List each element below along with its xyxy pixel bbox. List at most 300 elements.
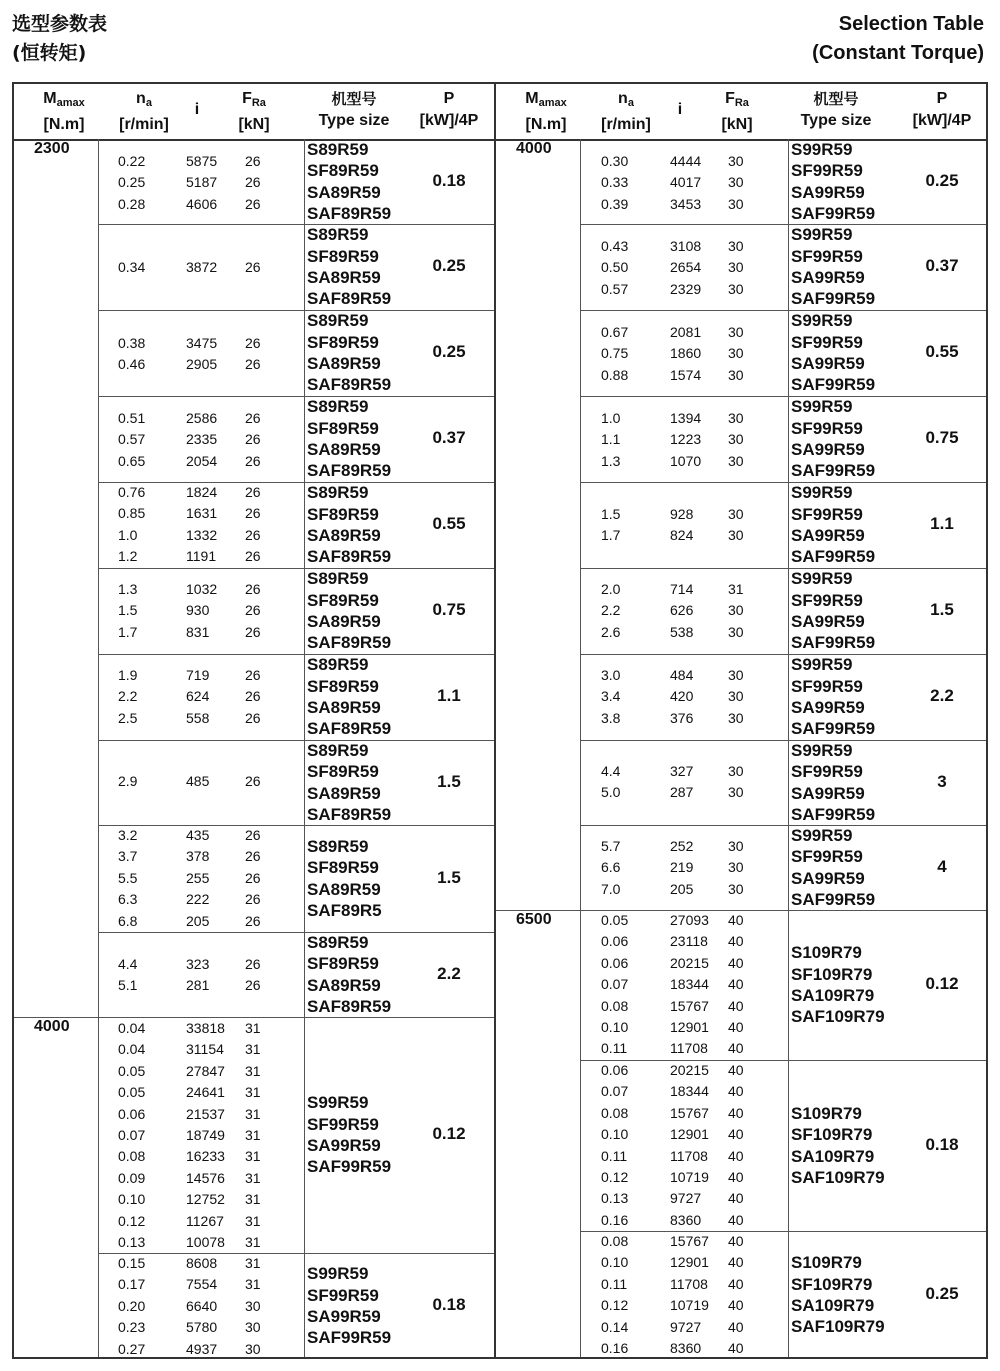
header-m-text: M xyxy=(43,90,57,107)
header-n-text: n xyxy=(136,90,146,107)
speed-value: 5.5 xyxy=(118,869,138,886)
type-size: SA89R59 xyxy=(307,783,381,803)
speed-value: 0.08 xyxy=(601,1233,629,1249)
header-p-text: P xyxy=(936,90,948,107)
type-size: SF89R59 xyxy=(307,418,379,438)
ratio-value: 12901 xyxy=(670,1254,709,1271)
ratio-value: 33818 xyxy=(186,1020,225,1036)
header-m-text: [N.m] xyxy=(43,116,85,133)
radial-load-value: 40 xyxy=(728,1211,744,1228)
header-n-text: [r/min] xyxy=(119,116,169,133)
radial-load-value: 30 xyxy=(728,602,744,619)
speed-value: 0.07 xyxy=(118,1127,146,1143)
radial-load-value: 26 xyxy=(245,431,261,448)
power-value: 0.37 xyxy=(925,256,959,275)
speed-value: 0.04 xyxy=(118,1020,146,1036)
type-size: S99R59 xyxy=(791,225,853,245)
speed-value: 4.4 xyxy=(118,956,138,972)
power-value: 1.1 xyxy=(437,686,461,705)
type-size: SA99R59 xyxy=(791,698,865,717)
speed-value: 0.14 xyxy=(601,1318,629,1335)
group-divider xyxy=(580,825,986,826)
speed-value: 1.5 xyxy=(118,602,138,619)
type-size: SF89R59 xyxy=(307,676,379,696)
speed-value: 0.43 xyxy=(601,238,629,254)
group-divider xyxy=(580,910,986,911)
speed-value: 0.09 xyxy=(118,1169,146,1186)
radial-load-value: 26 xyxy=(245,410,261,426)
header-p-text: P xyxy=(443,90,455,107)
power-value: 0.12 xyxy=(432,1124,466,1143)
header-p-line1 xyxy=(404,88,494,110)
ratio-value: 205 xyxy=(186,912,210,929)
radial-load-value: 30 xyxy=(728,763,744,779)
radial-load-value: 31 xyxy=(245,1041,261,1058)
radial-load-value: 40 xyxy=(728,1062,744,1078)
type-size: S89R59 xyxy=(307,311,369,331)
group-divider xyxy=(580,654,986,655)
type-size: SAF99R59 xyxy=(307,1157,392,1177)
ratio-value: 2335 xyxy=(186,431,218,448)
header-f-line1 xyxy=(209,88,299,114)
header-m-line2 xyxy=(501,114,591,136)
speed-value: 5.7 xyxy=(601,838,621,854)
power-value: 0.75 xyxy=(432,600,466,619)
torque-value: 4000 xyxy=(516,140,552,157)
power-value: 1.5 xyxy=(437,771,461,791)
type-size: SF89R59 xyxy=(307,590,379,610)
speed-value: 2.5 xyxy=(118,709,138,726)
torque-group-divider xyxy=(496,910,580,911)
radial-load-value: 31 xyxy=(245,1127,261,1143)
speed-value: 0.39 xyxy=(601,195,629,212)
ratio-value: 420 xyxy=(670,688,694,705)
power-value: 0.18 xyxy=(925,1134,959,1154)
ratio-value: 824 xyxy=(670,527,694,544)
header-f xyxy=(209,88,299,136)
ratio-value: 1191 xyxy=(186,548,217,565)
type-size: SAF89R59 xyxy=(307,547,392,567)
radial-load-value: 26 xyxy=(245,709,261,726)
header-type-line2 xyxy=(309,110,399,132)
radial-load-value: 30 xyxy=(245,1297,261,1314)
type-size: S89R59 xyxy=(307,932,369,952)
group-divider xyxy=(98,310,494,311)
type-size: SF89R59 xyxy=(307,246,379,266)
speed-value: 0.08 xyxy=(118,1148,146,1165)
ratio-value: 31154 xyxy=(186,1041,224,1058)
ratio-value: 18344 xyxy=(670,1083,709,1100)
type-size: S89R59 xyxy=(307,397,369,417)
power-value: 2.2 xyxy=(437,963,461,983)
speed-value: 0.12 xyxy=(601,1297,629,1314)
radial-load-value: 26 xyxy=(245,526,261,543)
ratio-value: 21537 xyxy=(186,1105,225,1122)
speed-value: 1.5 xyxy=(601,506,621,522)
speed-value: 2.0 xyxy=(601,581,621,597)
header-m-text: [N.m] xyxy=(525,116,567,133)
radial-load-value: 30 xyxy=(728,366,744,383)
title-cn-line1: 选型参数表 xyxy=(12,13,108,35)
type-size: S109R79 xyxy=(791,1253,862,1273)
ratio-value: 719 xyxy=(186,667,210,683)
type-size: S99R59 xyxy=(791,397,853,417)
header-f-subscript: Ra xyxy=(734,97,749,109)
radial-load-value: 30 xyxy=(728,259,744,276)
speed-value: 1.1 xyxy=(601,431,621,448)
type-size: SA99R59 xyxy=(791,526,865,545)
radial-load-value: 26 xyxy=(245,848,261,865)
type-size: SF109R79 xyxy=(791,1274,873,1294)
ratio-value: 4937 xyxy=(186,1340,218,1357)
ratio-value: 484 xyxy=(670,667,694,683)
ratio-value: 3108 xyxy=(670,238,702,254)
speed-value: 0.65 xyxy=(118,452,146,469)
ratio-value: 8360 xyxy=(670,1211,702,1228)
type-size: SA99R59 xyxy=(791,868,865,888)
power-value: 0.55 xyxy=(925,342,959,361)
type-size: SA99R59 xyxy=(791,440,865,459)
radial-load-value: 40 xyxy=(728,1019,744,1035)
header-n-subscript: a xyxy=(627,97,634,109)
type-size: SF89R59 xyxy=(307,161,379,181)
radial-load-value: 30 xyxy=(728,324,744,340)
type-size: SF99R59 xyxy=(791,504,863,524)
header-i-text: i xyxy=(194,101,200,118)
type-size: SA89R59 xyxy=(307,268,381,287)
power-value: 1.5 xyxy=(930,600,954,619)
power-value: 2.2 xyxy=(930,686,954,705)
type-size: S89R59 xyxy=(307,569,369,589)
type-size: SA89R59 xyxy=(307,182,381,202)
speed-value: 0.50 xyxy=(601,259,629,276)
group-divider xyxy=(98,482,494,483)
radial-load-value: 30 xyxy=(728,345,744,362)
header-type-line1 xyxy=(791,88,881,110)
type-size: SA89R59 xyxy=(307,879,381,899)
radial-load-value: 31 xyxy=(245,1276,261,1293)
header-n-text: [r/min] xyxy=(601,116,651,133)
type-size: SA89R59 xyxy=(307,975,381,995)
power-value: 0.12 xyxy=(925,974,959,993)
speed-value: 6.8 xyxy=(118,912,138,929)
type-size: S99R59 xyxy=(791,483,853,503)
speed-value: 0.13 xyxy=(601,1190,629,1207)
radial-load-value: 31 xyxy=(245,1148,261,1165)
group-divider xyxy=(580,1060,986,1061)
radial-load-value: 40 xyxy=(728,1104,744,1121)
ratio-value: 1223 xyxy=(670,431,702,448)
type-size: SAF109R79 xyxy=(791,1167,885,1187)
type-size: S99R59 xyxy=(307,1264,369,1284)
radial-load-value: 31 xyxy=(245,1169,261,1186)
speed-value: 0.12 xyxy=(601,1169,629,1185)
ratio-value: 831 xyxy=(186,623,210,640)
column-divider xyxy=(304,139,305,1357)
ratio-value: 4606 xyxy=(186,195,218,212)
type-size: SAF99R59 xyxy=(791,375,876,395)
type-size: S99R59 xyxy=(791,655,853,675)
radial-load-value: 40 xyxy=(728,1126,744,1143)
ratio-value: 9727 xyxy=(670,1190,702,1207)
speed-value: 0.33 xyxy=(601,174,629,191)
speed-value: 0.12 xyxy=(118,1212,146,1229)
speed-value: 3.2 xyxy=(118,827,138,843)
ratio-value: 3453 xyxy=(670,195,702,212)
type-size: S99R59 xyxy=(791,825,853,845)
radial-load-value: 40 xyxy=(728,933,744,950)
speed-value: 1.0 xyxy=(601,410,621,426)
speed-value: 2.2 xyxy=(601,602,621,619)
header-f-text: F xyxy=(242,90,252,107)
speed-value: 1.7 xyxy=(118,623,138,640)
radial-load-value: 26 xyxy=(245,174,261,191)
group-divider xyxy=(98,396,494,397)
speed-value: 0.04 xyxy=(118,1041,146,1058)
ratio-value: 928 xyxy=(670,506,694,522)
radial-load-value: 26 xyxy=(245,623,261,640)
radial-load-value: 26 xyxy=(245,912,261,929)
ratio-value: 2329 xyxy=(670,280,702,297)
power-value: 4 xyxy=(937,856,947,876)
header-type xyxy=(791,88,881,132)
ratio-value: 27847 xyxy=(186,1062,225,1079)
group-divider xyxy=(580,740,986,741)
column-divider xyxy=(788,139,789,1357)
speed-value: 1.7 xyxy=(601,527,621,544)
ratio-value: 1860 xyxy=(670,345,702,362)
speed-value: 4.4 xyxy=(601,763,621,779)
ratio-value: 624 xyxy=(186,688,210,705)
type-size: S89R59 xyxy=(307,655,369,675)
type-size: SF89R59 xyxy=(307,858,379,878)
radial-load-value: 40 xyxy=(728,954,744,971)
power-value: 3 xyxy=(937,771,947,791)
type-size: SF89R59 xyxy=(307,504,379,524)
type-size: SA99R59 xyxy=(791,354,865,373)
radial-load-value: 30 xyxy=(728,238,744,254)
radial-load-value: 26 xyxy=(245,869,261,886)
speed-value: 0.16 xyxy=(601,1211,629,1228)
ratio-value: 8608 xyxy=(186,1255,218,1271)
power-value: 1.5 xyxy=(437,867,461,887)
radial-load-value: 26 xyxy=(245,548,261,565)
group-divider xyxy=(580,482,986,483)
radial-load-value: 31 xyxy=(245,1212,261,1229)
speed-value: 0.88 xyxy=(601,366,629,383)
type-size: SAF89R59 xyxy=(307,461,392,481)
speed-value: 3.7 xyxy=(118,848,138,865)
speed-value: 0.11 xyxy=(601,1040,628,1057)
speed-value: 0.16 xyxy=(601,1340,629,1356)
type-size: SAF99R59 xyxy=(791,804,876,824)
radial-load-value: 31 xyxy=(245,1255,261,1271)
ratio-value: 1332 xyxy=(186,526,218,543)
speed-value: 6.6 xyxy=(601,859,621,876)
type-size: SA99R59 xyxy=(791,182,865,202)
radial-load-value: 40 xyxy=(728,976,744,993)
type-size: SAF89R59 xyxy=(307,375,392,395)
ratio-value: 10719 xyxy=(670,1297,709,1314)
ratio-value: 2905 xyxy=(186,356,218,373)
speed-value: 0.51 xyxy=(118,410,146,426)
type-size: S99R59 xyxy=(791,740,853,760)
ratio-value: 4444 xyxy=(670,153,702,169)
radial-load-value: 30 xyxy=(728,709,744,726)
type-size: SA89R59 xyxy=(307,612,381,631)
speed-value: 0.30 xyxy=(601,153,629,169)
type-size: SAF89R5 xyxy=(307,900,382,920)
speed-value: 0.76 xyxy=(118,484,146,500)
ratio-value: 5187 xyxy=(186,174,218,191)
radial-load-value: 26 xyxy=(245,356,261,373)
speed-value: 2.2 xyxy=(118,688,138,705)
ratio-value: 2586 xyxy=(186,410,218,426)
power-value: 0.25 xyxy=(432,256,466,275)
ratio-value: 1824 xyxy=(186,484,218,500)
group-divider xyxy=(580,396,986,397)
speed-value: 0.05 xyxy=(601,912,629,928)
ratio-value: 11708 xyxy=(670,1040,708,1057)
speed-value: 1.3 xyxy=(118,581,138,597)
type-size: SF99R59 xyxy=(791,418,863,438)
ratio-value: 5875 xyxy=(186,153,218,169)
power-value: 0.25 xyxy=(925,170,959,190)
radial-load-value: 31 xyxy=(245,1234,261,1250)
torque-value: 2300 xyxy=(34,140,70,157)
ratio-value: 558 xyxy=(186,709,210,726)
radial-load-value: 40 xyxy=(728,1190,744,1207)
header-m xyxy=(501,88,591,136)
right-table-half xyxy=(496,84,986,1357)
ratio-value: 1070 xyxy=(670,452,702,469)
radial-load-value: 40 xyxy=(728,912,744,928)
type-size: SA109R79 xyxy=(791,986,875,1005)
speed-value: 1.9 xyxy=(118,667,138,683)
radial-load-value: 30 xyxy=(728,506,744,522)
type-size: SAF89R59 xyxy=(307,633,392,653)
ratio-value: 6640 xyxy=(186,1297,218,1314)
type-size: SA109R79 xyxy=(791,1296,875,1315)
type-size: S89R59 xyxy=(307,225,369,245)
ratio-value: 714 xyxy=(670,581,694,597)
speed-value: 1.2 xyxy=(118,548,138,565)
radial-load-value: 26 xyxy=(245,977,261,994)
radial-load-value: 40 xyxy=(728,1233,744,1249)
ratio-value: 538 xyxy=(670,623,694,640)
group-divider xyxy=(98,224,494,225)
radial-load-value: 40 xyxy=(728,1340,744,1356)
radial-load-value: 31 xyxy=(245,1020,261,1036)
type-size: SA99R59 xyxy=(791,268,865,287)
radial-load-value: 26 xyxy=(245,667,261,683)
power-value: 0.18 xyxy=(432,1295,466,1314)
ratio-value: 376 xyxy=(670,709,694,726)
type-size: SF99R59 xyxy=(791,847,863,867)
header-type-line1 xyxy=(309,88,399,110)
speed-value: 0.34 xyxy=(118,259,146,275)
speed-value: 0.67 xyxy=(601,324,629,340)
radial-load-value: 30 xyxy=(728,153,744,169)
type-size: SAF89R59 xyxy=(307,804,392,824)
ratio-value: 20215 xyxy=(670,954,709,971)
ratio-value: 5780 xyxy=(186,1319,218,1336)
torque-group-divider xyxy=(14,1017,98,1018)
header-p-line1 xyxy=(897,88,987,110)
speed-value: 0.05 xyxy=(118,1062,146,1079)
ratio-value: 9727 xyxy=(670,1318,702,1335)
ratio-value: 15767 xyxy=(670,1104,709,1121)
header-type-text: 机型号 xyxy=(813,90,859,108)
group-divider xyxy=(98,932,494,933)
type-size: S99R59 xyxy=(791,139,853,159)
torque-value: 6500 xyxy=(516,911,552,928)
ratio-value: 2054 xyxy=(186,452,218,469)
ratio-value: 20215 xyxy=(670,1062,709,1078)
title-en-line1: Selection Table xyxy=(838,13,984,35)
ratio-value: 930 xyxy=(186,602,210,619)
type-size: SAF99R59 xyxy=(791,889,876,909)
title-cn-line2: (恒转矩) xyxy=(12,42,87,64)
type-size: S89R59 xyxy=(307,483,369,503)
radial-load-value: 30 xyxy=(728,527,744,544)
type-size: SF89R59 xyxy=(307,954,379,974)
radial-load-value: 26 xyxy=(245,452,261,469)
radial-load-value: 40 xyxy=(728,1083,744,1100)
radial-load-value: 31 xyxy=(245,1105,261,1122)
speed-value: 0.57 xyxy=(118,431,146,448)
power-value: 1.1 xyxy=(930,514,954,533)
radial-load-value: 30 xyxy=(728,880,744,897)
group-divider xyxy=(580,224,986,225)
ratio-value: 11708 xyxy=(670,1275,708,1292)
header-p-line2 xyxy=(404,110,494,132)
ratio-value: 14576 xyxy=(186,1169,225,1186)
type-size: SF109R79 xyxy=(791,1125,873,1145)
header-type-text: Type size xyxy=(318,112,390,129)
header-m-text: M xyxy=(525,90,539,107)
header-type-text: Type size xyxy=(800,112,872,129)
type-size: SAF99R59 xyxy=(791,203,876,223)
ratio-value: 12752 xyxy=(186,1191,225,1208)
type-size: SAF99R59 xyxy=(791,289,876,309)
header-p-text: [kW]/4P xyxy=(419,112,479,129)
type-size: SAF89R59 xyxy=(307,203,392,223)
title-chinese xyxy=(12,10,107,68)
header-m-line1 xyxy=(501,88,591,114)
speed-value: 0.07 xyxy=(601,1083,629,1100)
type-size: S99R59 xyxy=(307,1093,369,1113)
ratio-value: 11708 xyxy=(670,1147,708,1164)
radial-load-value: 40 xyxy=(728,1147,744,1164)
type-size: SA99R59 xyxy=(307,1307,381,1326)
type-size: SA89R59 xyxy=(307,354,381,373)
ratio-value: 205 xyxy=(670,880,694,897)
group-divider xyxy=(98,1017,494,1018)
speed-value: 0.15 xyxy=(118,1255,146,1271)
header-i-text: i xyxy=(677,101,683,118)
speed-value: 0.85 xyxy=(118,505,146,522)
speed-value: 1.0 xyxy=(118,526,138,543)
radial-load-value: 30 xyxy=(728,784,744,801)
radial-load-value: 31 xyxy=(728,581,744,597)
speed-value: 0.27 xyxy=(118,1340,146,1357)
type-size: SAF99R59 xyxy=(791,719,876,739)
ratio-value: 1631 xyxy=(186,505,218,522)
speed-value: 0.08 xyxy=(601,997,629,1014)
speed-value: 0.10 xyxy=(601,1019,629,1035)
type-size: SF109R79 xyxy=(791,964,873,984)
